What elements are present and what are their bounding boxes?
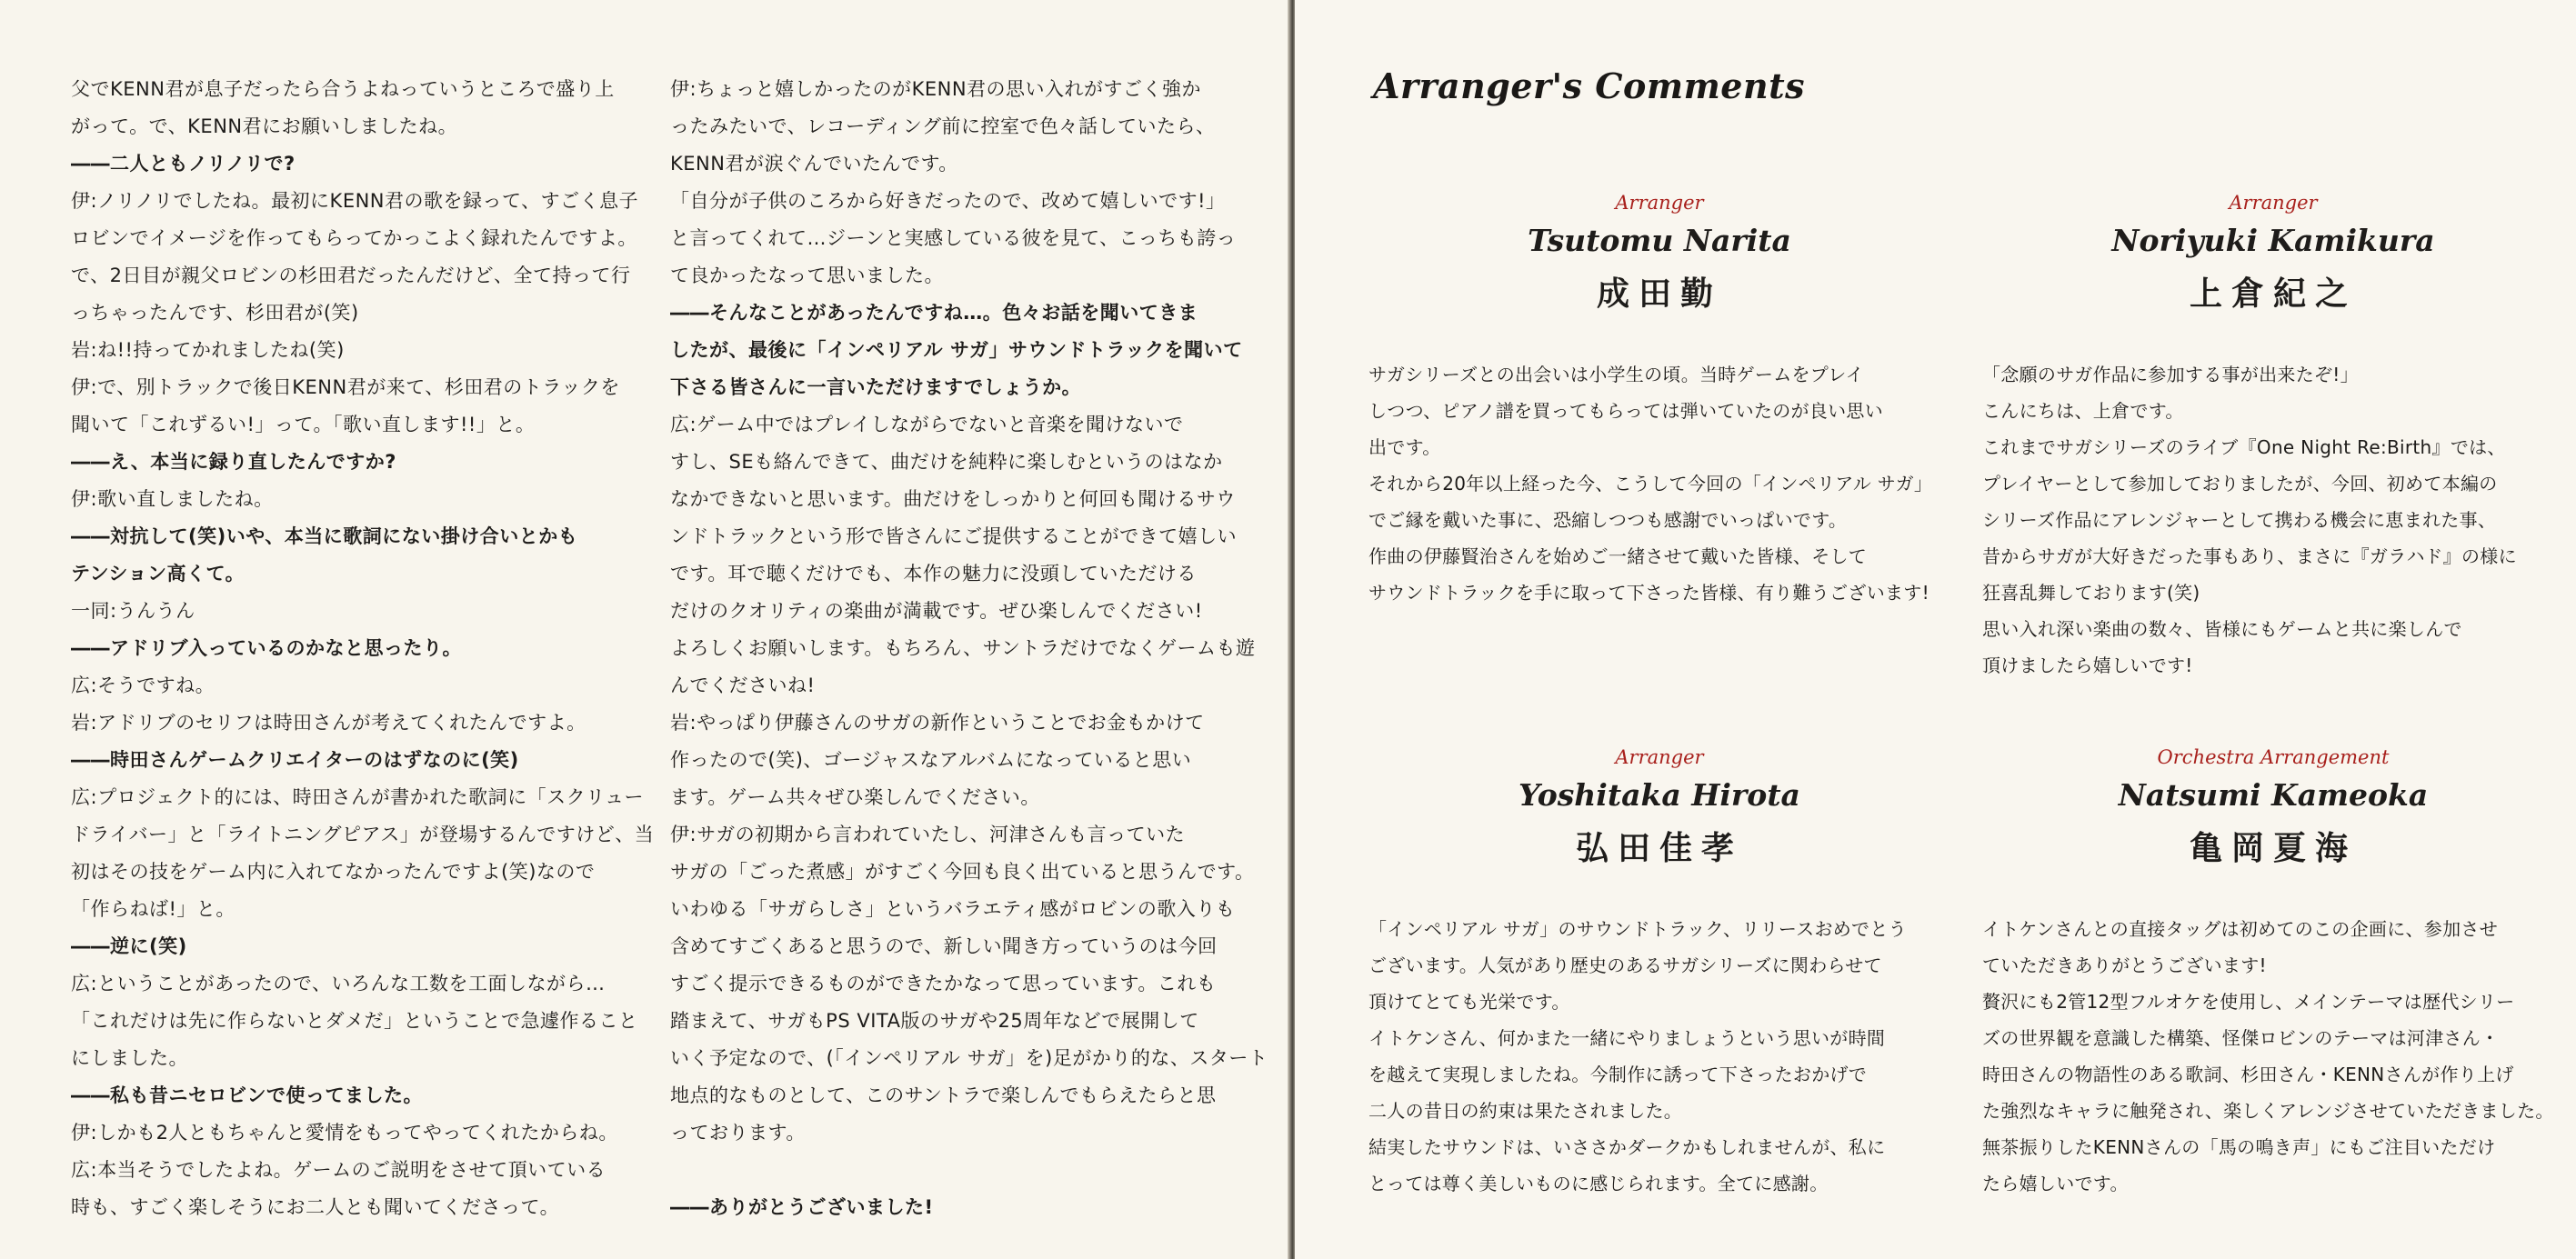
comment-line: それから20年以上経った今、こうして今回の「インペリアル サガ」 — [1368, 473, 1933, 495]
interviewer-line: ――対抗して(笑)いや、本当に歌詞にない掛け合いとかも — [71, 525, 578, 547]
comment-line: これまでサガシリーズのライブ『One Night Re:Birth』では、 — [1982, 436, 2506, 458]
interview-line: 広:プロジェクト的には、時田さんが書かれた歌詞に「スクリュー — [71, 786, 645, 808]
interview-line: っちゃったんです、杉田君が(笑) — [71, 302, 359, 324]
interviewer-line: ――え、本当に録り直したんですか? — [71, 451, 396, 473]
interview-line: 「これだけは先に作らないとダメだ」ということで急遽作ること — [71, 1010, 638, 1032]
interview-line: ます。ゲーム共々ぜひ楽しんでください。 — [670, 786, 1040, 808]
comment-line: シリーズ作品にアレンジャーとして携わる機会に恵まれた事、 — [1982, 509, 2497, 531]
interview-line: サガの「ごった煮感」がすごく今回も良く出ていると思うんです。 — [670, 861, 1255, 883]
interview-line: いわゆる「サガらしさ」というバラエティ感がロビンの歌入りも — [670, 898, 1236, 920]
comment-line: プレイヤーとして参加しておりましたが、今回、初めて本編の — [1982, 473, 2498, 495]
arranger-comment — [1368, 911, 1950, 1202]
interviewer-line: ――そんなことがあったんですね…。色々お話を聞いてきま — [670, 302, 1198, 324]
interview-line: っております。 — [670, 1122, 806, 1144]
interviewer-line: ――アドリブ入っているのかなと思ったり。 — [71, 637, 462, 659]
comment-line: ございます。人気があり歴史のあるサガシリーズに関わらせて — [1368, 954, 1882, 976]
interview-line: よろしくお願いします。もちろん、サントラだけでなくゲームも遊 — [670, 637, 1256, 659]
interview-line: 作ったので(笑)、ゴージャスなアルバムになっていると思い — [670, 749, 1192, 771]
arranger-name-en: Yoshitaka Hirota — [1519, 777, 1800, 813]
arranger-name-en: Tsutomu Narita — [1528, 223, 1791, 258]
comment-line: 二人の昔日の約束は果たされました。 — [1368, 1100, 1683, 1122]
interview-line: 一同:うんうん — [71, 600, 195, 622]
interview-line: がって。で、KENN君にお願いしましたね。 — [71, 115, 458, 137]
arranger-role: Orchestra Arrangement — [2157, 746, 2390, 768]
interview-line: です。耳で聴くだけでも、本作の魅力に没頭していただける — [670, 563, 1197, 585]
arranger-name-en: Natsumi Kameoka — [2118, 777, 2429, 813]
interview-line: 聞いて「これずるい!」って。「歌い直します!!」と。 — [71, 414, 536, 435]
comment-line: 頂けてとても光栄です。 — [1368, 991, 1570, 1013]
comment-line: サウンドトラックを手に取って下さった皆様、有り難うございます! — [1368, 582, 1929, 604]
interview-line: すごく提示できるものができたかなって思っています。これも — [670, 973, 1217, 994]
interview-line: 広:ということがあったので、いろんな工数を工面しながら… — [71, 973, 606, 994]
arranger-role: Arranger — [1615, 192, 1704, 214]
interview-line: 広:本当そうでしたよね。ゲームのご説明をさせて頂いている — [71, 1159, 606, 1181]
arranger-comment — [1982, 911, 2564, 1202]
interviewer-line: ――二人ともノリノリで? — [71, 153, 296, 175]
comment-line: ズの世界観を意識した構築、怪傑ロビンのテーマは河津さん・ — [1982, 1027, 2500, 1049]
comment-line: イトケンさん、何かまた一緒にやりましょうという思いが時間 — [1368, 1027, 1886, 1049]
comment-line: 頂けましたら嬉しいです! — [1982, 654, 2193, 676]
interviewer-line: ――時田さんゲームクリエイターのはずなのに(笑) — [71, 749, 519, 771]
interviewer-line: ――逆に(笑) — [71, 935, 187, 957]
interviewer-line: ――私も昔ニセロビンで使ってました。 — [71, 1084, 423, 1106]
comment-line: を越えて実現しましたね。今制作に誘って下さったおかげで — [1368, 1064, 1868, 1085]
interview-line: 伊:ノリノリでしたね。最初にKENN君の歌を録って、すごく息子 — [71, 190, 639, 212]
interview-line: だけのクオリティの楽曲が満載です。ぜひ楽しんでください! — [670, 600, 1203, 622]
arranger-role: Arranger — [2229, 192, 2318, 214]
interview-line: 「自分が子供のころから好きだったので、改めて嬉しいです!」 — [670, 190, 1226, 212]
comment-line: 「インペリアル サガ」のサウンドトラック、リリースおめでとう — [1368, 918, 1907, 940]
interview-line: いく予定なので、(「インペリアル サガ」を)足がかり的な、スタート — [670, 1047, 1268, 1069]
interview-line: て良かったなって思いました。 — [670, 265, 944, 286]
interviewer-line: テンション高くて。 — [71, 563, 246, 585]
arranger-comment — [1368, 356, 1950, 611]
interview-line: 伊:ちょっと嬉しかったのがKENN君の思い入れがすごく強か — [670, 78, 1202, 100]
arranger-name-en: Noriyuki Kamikura — [2111, 223, 2435, 258]
interview-line: 含めてすごくあると思うので、新しい聞き方っていうのは今回 — [670, 935, 1218, 957]
interview-line: ロビンでイメージを作ってもらってかっこよく録れたんですよ。 — [71, 227, 637, 249]
comment-line: 出です。 — [1368, 436, 1441, 458]
arranger-role: Arranger — [1615, 746, 1704, 768]
comment-line: 贅沢にも2管12型フルオケを使用し、メインテーマは歴代シリー — [1982, 991, 2515, 1013]
arranger-name-ja: 弘田佳孝 — [1575, 829, 1743, 867]
arranger-name-ja: 亀岡夏海 — [2189, 829, 2357, 867]
interview-line: 伊:で、別トラックで後日KENN君が来て、杉田君のトラックを — [71, 376, 620, 398]
interview-line: すし、SEも絡んできて、曲だけを純粋に楽しむというのはなか — [670, 451, 1223, 473]
comment-line: ていただきありがとうございます! — [1982, 954, 2267, 976]
interview-line: 広:ゲーム中ではプレイしながらでないと音楽を聞けないで — [670, 414, 1184, 435]
comment-line: でご縁を戴いた事に、恐縮しつつも感謝でいっぱいです。 — [1368, 509, 1848, 531]
arranger-block-narita — [1368, 189, 1950, 611]
interview-column-1 — [71, 71, 655, 1226]
interview-line: 岩:ね!!持ってかれましたね(笑) — [71, 339, 345, 361]
interviewer-line: したが、最後に「インペリアル サガ」サウンドトラックを聞いて — [670, 339, 1243, 361]
interview-line: んでくださいね! — [670, 674, 816, 696]
arranger-name-ja: 上倉紀之 — [2189, 275, 2357, 313]
interview-line: ドライバー」と「ライトニングピアス」が登場するんですけど、当 — [71, 824, 655, 845]
arranger-comment — [1982, 356, 2564, 684]
interviewer-line: ――ありがとうございました! — [670, 1196, 934, 1218]
interview-line: 伊:サガの初期から言われていたし、河津さんも言っていた — [670, 824, 1186, 845]
interview-line: 岩:やっぱり伊藤さんのサガの新作ということでお金もかけて — [670, 712, 1205, 734]
interview-line: 広:そうですね。 — [71, 674, 216, 696]
comment-line: 昔からサガが大好きだった事もあり、まさに『ガラハド』の様に — [1982, 545, 2517, 567]
interview-column-2 — [670, 71, 1268, 1226]
interview-line: 初はその技をゲーム内に入れてなかったんですよ(笑)なので — [71, 861, 596, 883]
comment-line: サガシリーズとの出会いは小学生の頃。当時ゲームをプレイ — [1368, 364, 1864, 385]
comment-line: イトケンさんとの直接タッグは初めてのこの企画に、参加させ — [1982, 918, 2498, 940]
interview-line: で、2日目が親父ロビンの杉田君だったんだけど、全て持って行 — [71, 265, 631, 286]
interview-line: 岩:アドリブのセリフは時田さんが考えてくれたんですよ。 — [71, 712, 586, 734]
interview-line: 父でKENN君が息子だったら合うよねっていうところで盛り上 — [71, 78, 615, 100]
interview-line: と言ってくれて…ジーンと実感している彼を見て、こっちも誇っ — [670, 227, 1237, 249]
interview-line: にしました。 — [71, 1047, 188, 1069]
arranger-block-hirota — [1368, 744, 1950, 1202]
interview-line: 伊:しかも2人ともちゃんと愛情をもってやってくれたからね。 — [71, 1122, 618, 1144]
comment-line: 「念願のサガ作品に参加する事が出来たぞ!」 — [1982, 364, 2359, 385]
interview-line: 踏まえて、サガもPS VITA版のサガや25周年などで展開して — [670, 1010, 1199, 1032]
comment-line: たら嬉しいです。 — [1982, 1173, 2129, 1194]
comment-line: 結実したサウンドは、いささかダークかもしれませんが、私に — [1368, 1136, 1886, 1158]
interview-line: 時も、すごく楽しそうにお二人とも聞いてくださって。 — [71, 1196, 560, 1218]
arranger-name-ja: 成田勤 — [1596, 275, 1722, 313]
interview-line: ったみたいで、レコーディング前に控室で色々話していたら、 — [670, 115, 1216, 137]
interview-line: KENN君が涙ぐんでいたんです。 — [670, 153, 958, 175]
arranger-block-kameoka — [1982, 744, 2564, 1202]
interview-line: ンドトラックという形で皆さんにご提供することができて嬉しい — [670, 525, 1238, 547]
interview-line — [670, 1152, 1216, 1189]
interviewer-line: 下さる皆さんに一言いただけますでしょうか。 — [670, 376, 1082, 398]
comment-line: 無茶振りしたKENNさんの「馬の鳴き声」にもご注目いただけ — [1982, 1136, 2496, 1158]
interview-line: 地点的なものとして、このサントラで楽しんでもらえたらと思 — [670, 1084, 1217, 1106]
comment-line: 狂喜乱舞しております(笑) — [1982, 582, 2200, 604]
interview-line: 「作らねば!」と。 — [71, 898, 236, 920]
comment-line: 思い入れ深い楽曲の数々、皆様にもゲームと共に楽しんで — [1982, 618, 2462, 640]
arranger-block-kamikura — [1982, 189, 2564, 684]
comment-line: こんにちは、上倉です。 — [1982, 400, 2184, 422]
interview-line: 伊:歌い直しましたね。 — [71, 488, 274, 510]
interview-line: なかできないと思います。曲だけをしっかりと何回も聞けるサウ — [670, 488, 1236, 510]
comment-line: た強烈なキャラに触発され、楽しくアレンジさせていただきました。 — [1982, 1100, 2554, 1122]
comment-line: 作曲の伊藤賢治さんを始めご一緒させて戴いた皆様、そして — [1368, 545, 1868, 567]
comment-line: しつつ、ピアノ譜を買ってもらっては弾いていたのが良い思い — [1368, 400, 1883, 422]
comments-title: Arranger's Comments — [1373, 65, 1806, 106]
comment-line: とっては尊く美しいものに感じられます。全てに感謝。 — [1368, 1173, 1829, 1194]
comment-line: 時田さんの物語性のある歌詞、杉田さん・KENNさんが作り上げ — [1982, 1064, 2514, 1085]
